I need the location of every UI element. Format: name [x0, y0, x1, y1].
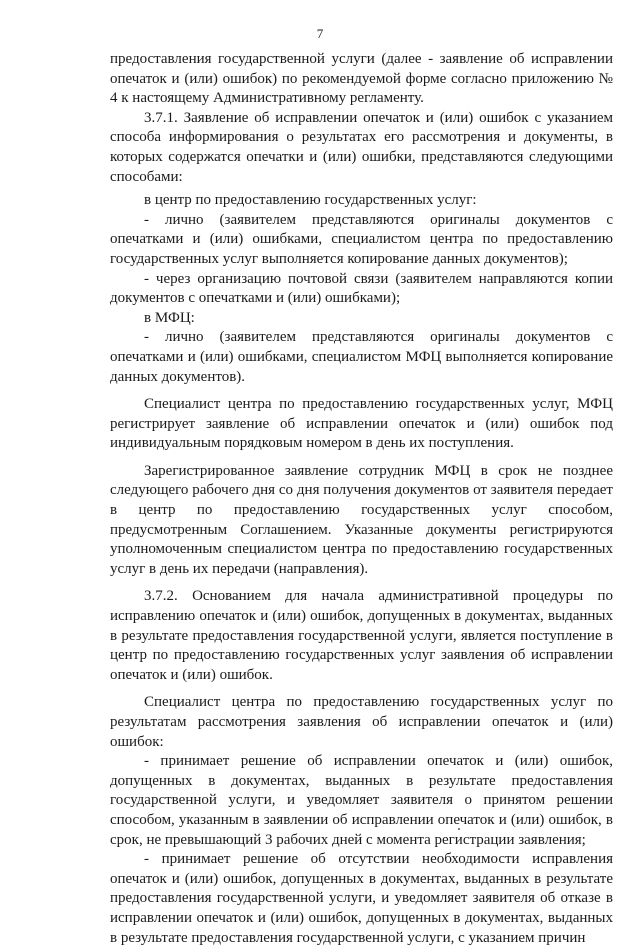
paragraph-3-7-2: 3.7.2. Основанием для начала административной процедуры по исправлению опечаток и (или) ошибок, допущенных в документах, выданных в результате предоставления государственной услуги, является поступление в центр по предоставлению государственных услуг заявления об исправлении опечаток и (или) ошибок.: [110, 588, 613, 683]
paragraph-intro-continuation: предоставления государственной услуги (далее - заявление об исправлении опечаток и (или) ошибок) по рекомендуемой форме согласно приложению № 4 к настоящему Административному регламенту.: [110, 51, 613, 107]
paragraph-correction-decision: - принимает решение об исправлении опечаток и (или) ошибок, допущенных в документах, выданных в результате предоставления государственной услуги, и уведомляет заявителя о принятом решении способом, указанным в заявлении об исправлении опечаток и (или) ошибок, в срок, не превышающий 3 рабочих дней с момента регистрации заявления;: [110, 753, 613, 848]
paragraph-mfc-in-person: - лично (заявителем представляются оригиналы документов с опечатками и (или) ошибками, специалистом МФЦ выполняется копирование данных документов).: [110, 329, 613, 385]
paragraph-no-correction-decision: - принимает решение об отсутствии необходимости исправления опечаток и (или) ошибок, допущенных в документах, выданных в результате предоставления государственной услуги, и уведомляет заявителя об отказе в исправлении опечаток и (или) ошибок, допущенных в документах, выданных в результате предоставления государственной услуги, с указанием причин: [110, 851, 613, 946]
paragraph-review-results: Специалист центра по предоставлению государственных услуг по результатам рассмотрения заявления об исправлении опечаток и (или) ошибок:: [110, 694, 613, 750]
page-number: 7: [316, 26, 324, 41]
paragraph-center-in-person: - лично (заявителем представляются оригиналы документов с опечатками и (или) ошибками, специалистом центра по предоставлению государственных услуг выполняется копирование данных документов);: [110, 211, 613, 267]
paragraph-center-heading: в центр по предоставлению государственных услуг:: [144, 192, 477, 209]
document-body: [110, 50, 613, 948]
paragraph-mfc-transfer: Зарегистрированное заявление сотрудник МФЦ в срок не позднее следующего рабочего дня со дня получения документов от заявителя передает в центр по предоставлению государственных услуг способом, предусмотренным Соглашением. Указанные документы регистрируются уполномоченным специалистом центра по предоставлению государственных услуг в день их передачи (направления).: [110, 462, 613, 577]
paragraph-center-by-post: - через организацию почтовой связи (заявителем направляются копии документов с опечатками и (или) ошибками);: [110, 270, 613, 307]
scan-speck: [458, 828, 460, 830]
paragraph-registration: Специалист центра по предоставлению государственных услуг, МФЦ регистрирует заявление об исправлении опечаток и (или) ошибок под индивидуальным порядковым номером в день их поступления.: [110, 396, 613, 452]
paragraph-mfc-heading: в МФЦ:: [144, 309, 195, 326]
paragraph-3-7-1: 3.7.1. Заявление об исправлении опечаток и (или) ошибок с указанием способа информирования о результатах его рассмотрения и документы, в которых содержатся опечатки и (или) ошибки, представляются следующими способами:: [110, 109, 613, 185]
